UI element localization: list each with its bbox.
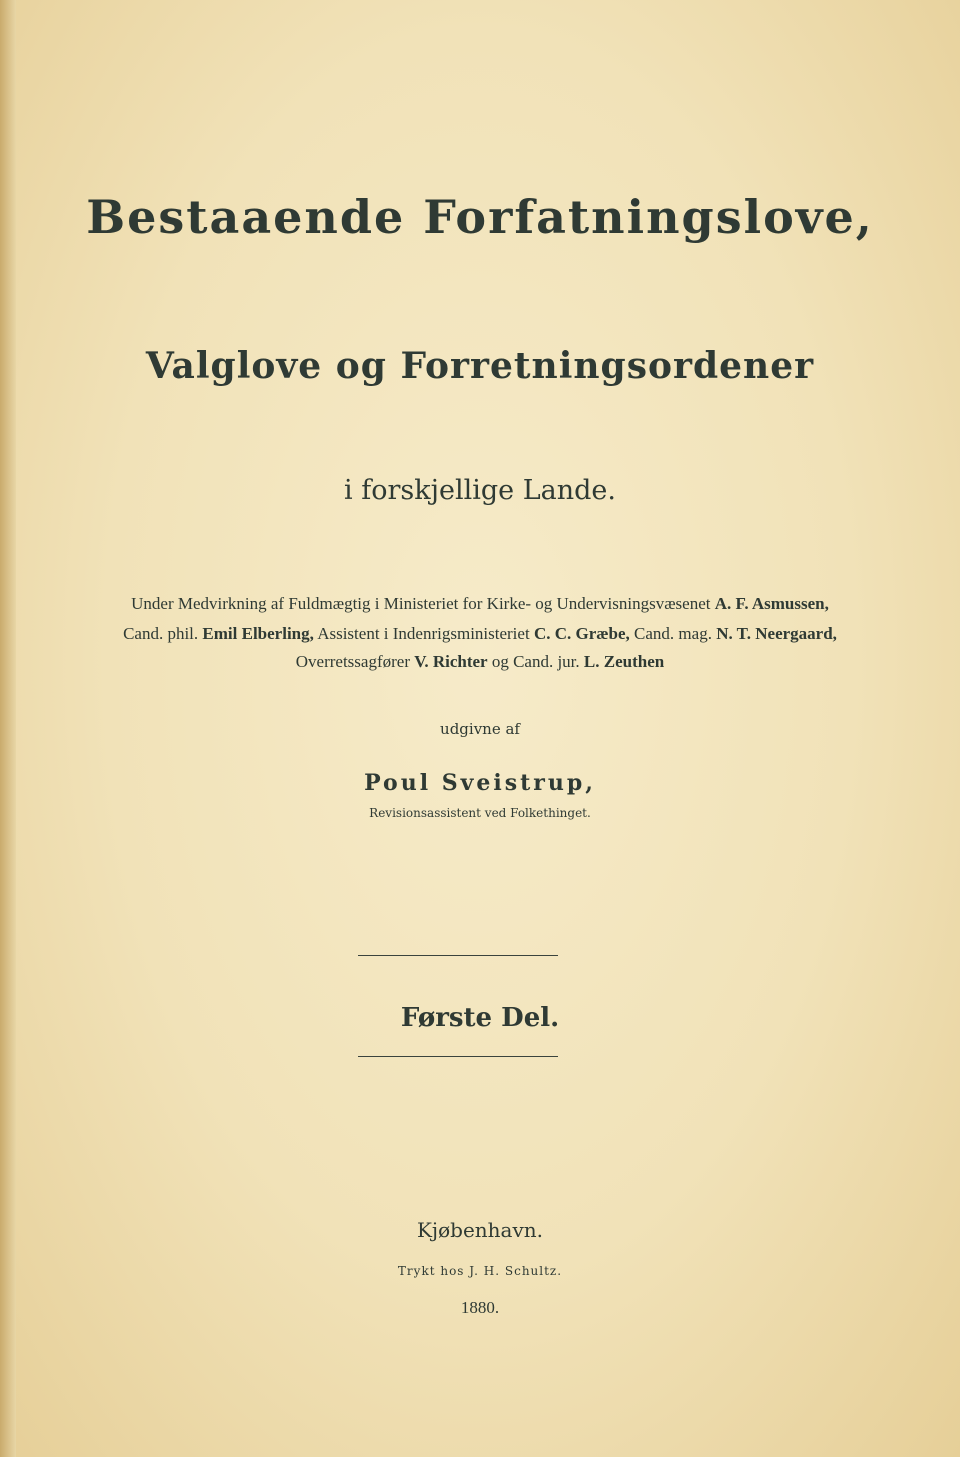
contributor-name: A. F. Asmussen, [714,594,829,613]
title-line-3: i forskjellige Lande. [344,475,616,506]
divider-top [358,955,558,956]
contributors-line-3 [0,652,960,672]
imprint-year: 1880. [460,1298,500,1317]
editor-role: Revisionsassistent ved Folkethinget. [369,806,591,820]
imprint-place: Kjøbenhavn. [416,1218,544,1242]
title-line-1: Bestaaende Forfatningslove, [86,190,874,244]
contributors-text: Overretssagfører [295,652,415,671]
contributors-line-1 [30,594,930,614]
contributors-text: Cand. phil. [123,624,203,643]
contributors-text: Assistent i Indenrigsministeriet [313,624,534,643]
volume-label: Første Del. [400,1003,560,1033]
editor-intro: udgivne af [440,720,520,738]
divider-bottom [358,1056,558,1057]
imprint-printer: Trykt hos J. H. Schultz. [397,1264,563,1278]
contributors-text: Under Medvirkning af Fuldmægtig i Ministeriet for Kirke- og Undervisningsvæsenet [131,594,715,613]
contributors-line-2 [30,624,930,644]
contributor-name: V. Richter [414,652,488,671]
contributor-name: L. Zeuthen [583,652,665,671]
contributor-name: C. C. Græbe, [533,624,630,643]
contributor-name: N. T. Neergaard, [716,624,837,643]
contributors-text: og Cand. jur. [487,652,584,671]
contributors-text: Cand. mag. [629,624,717,643]
title-line-2: Valglove og Forretningsordener [145,345,815,387]
contributor-name: Emil Elberling, [202,624,314,643]
editor-name: Poul Sveistrup, [364,770,596,796]
